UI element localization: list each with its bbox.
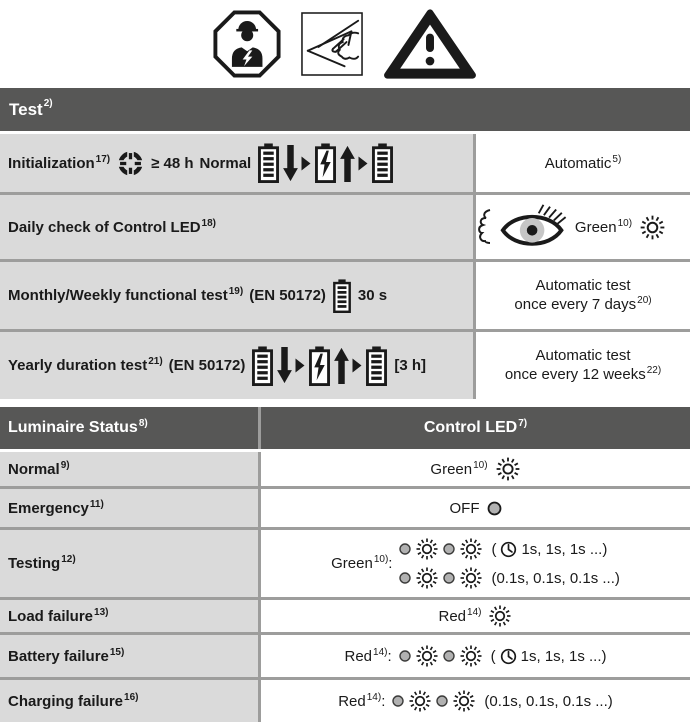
row-testing — [0, 530, 690, 597]
electrical-service-icon — [212, 9, 282, 79]
led-off-icon — [436, 695, 448, 707]
row-emergency — [0, 489, 690, 527]
led-blinking-icon — [488, 604, 512, 628]
row-initialization — [0, 134, 690, 192]
footnote-ref: 19) — [228, 286, 244, 297]
discharge-charge-sequence — [257, 143, 394, 183]
row-duration-test — [0, 332, 690, 399]
row-label: Initialization$^{17)}$ — [8, 153, 111, 172]
led-off-icon — [487, 501, 502, 516]
led-off-icon — [399, 572, 411, 584]
battery-full-icon — [251, 346, 274, 386]
led-blinking-icon — [459, 566, 483, 590]
led-off-icon — [443, 572, 455, 584]
arrow-down-icon — [283, 145, 298, 182]
led-color-text: Red$^{14)}$ — [438, 606, 482, 625]
battery-full-icon — [257, 143, 280, 183]
row-daily-check — [0, 195, 690, 259]
test-table-header — [0, 88, 690, 131]
row-battery-failure — [0, 635, 690, 677]
footnote-ref: 9) — [60, 459, 70, 471]
blink-timing-text: (0.1s, 0.1s, 0.1s ...) — [491, 569, 620, 587]
slow-blink-line — [399, 537, 619, 561]
load-failure-led-cell — [261, 600, 690, 632]
blink-timing-text: 1s, 1s, 1s ...) — [521, 540, 608, 558]
paren-open: ( — [491, 540, 497, 558]
led-blinking-icon — [495, 456, 521, 482]
footnote-ref: 13) — [94, 606, 109, 618]
battery-charging-icon — [314, 143, 337, 183]
play-triangle-icon — [295, 358, 305, 373]
led-color-text: Red$^{14)}$: — [344, 646, 392, 665]
footnote-ref: 15) — [109, 646, 125, 658]
normal-label-cell: Normal$^{9)}$ — [0, 452, 258, 486]
fast-blink-line — [392, 689, 612, 713]
duration-test-label-cell — [0, 332, 473, 399]
control-led-header-cell: Control LED$^{7)}$ — [261, 407, 690, 449]
footnote-ref: 21) — [148, 356, 163, 367]
functional-test-result-cell — [476, 262, 690, 329]
led-off-icon — [392, 695, 404, 707]
duration-text: 30 s — [357, 287, 388, 304]
discharge-charge-sequence — [251, 346, 388, 386]
arrow-up-icon — [340, 145, 355, 182]
test-table — [0, 88, 690, 399]
play-triangle-icon — [358, 156, 368, 171]
status-table — [0, 407, 690, 722]
led-color-text: Green$^{10)}$: — [331, 554, 393, 572]
battery-failure-led-cell — [261, 635, 690, 677]
charging-failure-label-cell: Charging failure$^{16)}$ — [0, 680, 258, 722]
pointing-hand-icon — [477, 209, 492, 245]
initialization-label-cell — [0, 134, 473, 192]
footnote-ref: 14) — [373, 646, 388, 658]
footnote-ref: 5) — [612, 153, 622, 165]
blink-timing-text: 1s, 1s, 1s ...) — [520, 647, 607, 665]
led-blinking-icon — [415, 566, 439, 590]
blink-timing-text: (0.1s, 0.1s, 0.1s ...) — [484, 692, 613, 710]
led-blinking-icon — [452, 689, 476, 713]
arrow-up-icon — [334, 347, 349, 384]
footnote-ref: 12) — [61, 554, 76, 565]
load-failure-label-cell: Load failure$^{13)}$ — [0, 600, 258, 632]
battery-full-icon — [365, 346, 388, 386]
status-header-cell: Luminaire Status$^{8)}$ — [0, 407, 258, 449]
led-blinking-icon — [639, 214, 666, 241]
led-off-icon — [443, 543, 455, 555]
led-off-icon — [443, 650, 455, 662]
duration-text: [3 h] — [394, 357, 427, 374]
led-color-text: Green$^{10)}$ — [430, 459, 488, 478]
testing-label-cell: Testing$^{12)}$ — [0, 530, 258, 597]
footnote-ref: 11) — [89, 498, 104, 510]
led-color-text: Red$^{14)}$: — [338, 691, 386, 710]
footnote-ref: 8) — [138, 418, 148, 429]
row-charging-failure — [0, 680, 690, 722]
sharp-edge-warning-icon — [301, 12, 363, 76]
play-triangle-icon — [352, 358, 362, 373]
functional-test-label-cell — [0, 262, 473, 329]
table-gap — [0, 399, 690, 407]
duration-test-result-cell — [476, 332, 690, 399]
footnote-ref: 10) — [373, 554, 389, 565]
row-functional-test — [0, 262, 690, 329]
charging-failure-led-cell — [261, 680, 690, 722]
eye-icon — [500, 202, 568, 252]
footnote-ref: 17) — [95, 153, 111, 165]
testing-led-cell — [261, 530, 690, 597]
blink-pattern-lines — [399, 537, 619, 590]
led-off-icon — [399, 650, 411, 662]
row-normal — [0, 452, 690, 486]
led-color-text: Green$^{10)}$ — [574, 217, 633, 236]
row-label: Monthly/Weekly functional test$^{19)}$ — [8, 286, 244, 304]
led-blinking-icon — [459, 644, 483, 668]
battery-failure-label-cell: Battery failure$^{15)}$ — [0, 635, 258, 677]
slow-blink-line — [399, 644, 607, 668]
mode-text: Normal — [199, 154, 252, 172]
led-off-icon — [399, 543, 411, 555]
fast-blink-line — [399, 566, 619, 590]
result-text: Automatic test once every 12 weeks$^{22)}$ — [504, 346, 662, 383]
condition-text: ≥ 48 h — [151, 154, 194, 172]
timer-dial-icon — [116, 149, 145, 178]
battery-full-icon — [371, 143, 394, 183]
footnote-ref: 16) — [124, 691, 139, 703]
row-load-failure — [0, 600, 690, 632]
footnote-ref: 10) — [473, 459, 488, 471]
initialization-result-cell — [476, 134, 690, 192]
normal-led-cell — [261, 452, 690, 486]
battery-full-icon — [332, 279, 352, 313]
emergency-led-cell — [261, 489, 690, 527]
play-triangle-icon — [301, 156, 311, 171]
footnote-ref: 18) — [201, 217, 216, 229]
row-label: Daily check of Control LED$^{18)}$ — [8, 217, 216, 236]
safety-symbol-strip — [0, 0, 690, 88]
footnote-ref: 10) — [617, 217, 633, 229]
standard-text: (EN 50172) — [168, 357, 246, 374]
led-blinking-icon — [459, 537, 483, 561]
footnote-ref: 2) — [43, 98, 53, 109]
footnote-ref: 22) — [646, 364, 662, 376]
led-blinking-icon — [415, 644, 439, 668]
footnote-ref: 14) — [366, 691, 382, 703]
footnote-ref: 7) — [518, 418, 528, 429]
status-table-header — [0, 407, 690, 449]
emergency-label-cell: Emergency$^{11)}$ — [0, 489, 258, 527]
daily-check-label-cell — [0, 195, 473, 259]
led-state-text: OFF — [449, 499, 480, 517]
footnote-ref: 20) — [637, 294, 652, 306]
led-blinking-icon — [415, 537, 439, 561]
warning-triangle-icon — [382, 8, 478, 80]
row-label: Yearly duration test$^{21)}$ — [8, 356, 163, 374]
standard-text: (EN 50172) — [249, 287, 326, 304]
clock-icon — [500, 648, 517, 665]
footnote-ref: 14) — [467, 606, 482, 618]
paren-open: ( — [490, 647, 496, 665]
arrow-down-icon — [277, 347, 292, 384]
result-text: Automatic$^{5)}$ — [544, 153, 622, 172]
test-table-title: Test — [9, 99, 43, 119]
led-blinking-icon — [408, 689, 432, 713]
battery-charging-icon — [308, 346, 331, 386]
result-text: Automatic test once every 7 days$^{20)}$ — [514, 276, 652, 313]
daily-check-result-cell — [476, 195, 690, 259]
clock-icon — [500, 541, 517, 558]
